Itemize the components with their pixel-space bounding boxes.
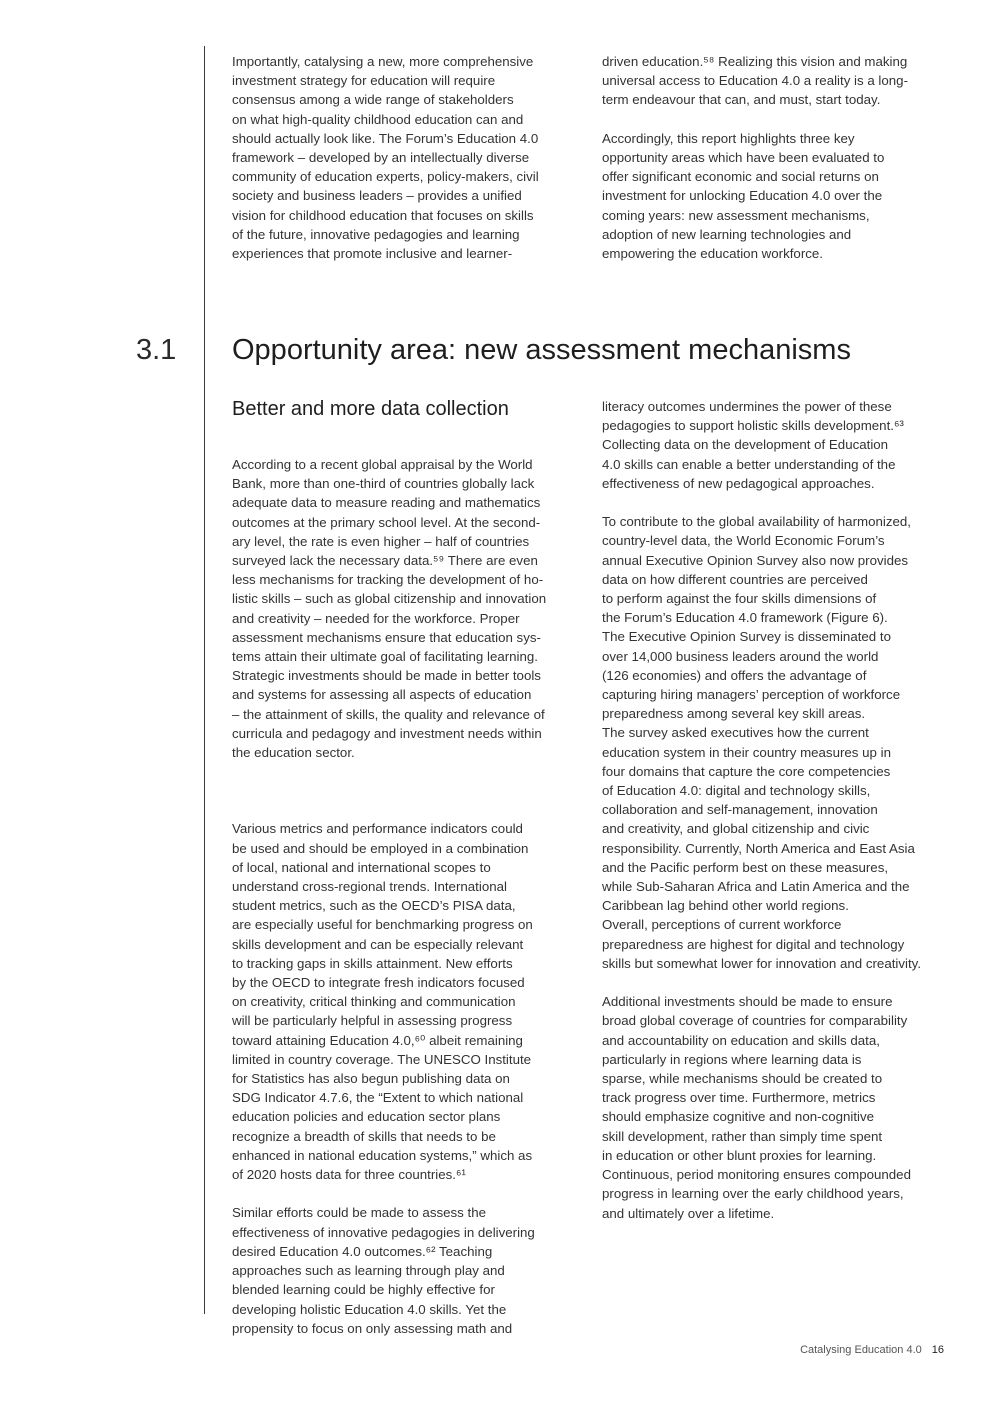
body-right-column xyxy=(602,397,952,1223)
right-paragraph-2: To contribute to the global availability of harmonized, country-level data, the World Economic Forum’s annual Executive Opinion Survey also now provides data on how different countries are perceived to perform against the four skills dimensions of the Forum’s Education 4.0 framework (Figure 6). The Executive Opinion Survey is disseminated to over 14,000 business leaders around the world (126 economies) and offers the advantage of capturing hiring managers’ perception of workforce preparedness among several key skill areas. The survey asked executives how the current education system in their country measures up in four domains that capture the core competencies of Education 4.0: digital and technology skills, collaboration and self-management, innovation and creativity, and global citizenship and civic responsibility. Currently, North America and East Asia and the Pacific perform best on these measures, while Sub-Saharan Africa and Latin America and the Caribbean lag behind other world regions. Overall, perceptions of current workforce preparedness are highest for digital and technology skills but somewhat lower for innovation and creativity. xyxy=(602,514,922,971)
intro-paragraph-left: Importantly, catalysing a new, more comprehensive investment strategy for education will require consensus among a wide range of stakeholders on what high-quality childhood education can and should actually look like. The Forum’s Education 4.0 framework – developed by an intellectually diverse community of education experts, policy-makers, civil society and business leaders – provides a unified vision for childhood education that focuses on skills of the future, innovative pedagogies and learning experiences that promote inclusive and learner- xyxy=(232,54,539,262)
intro-paragraph-right-1: driven education.⁵⁸ Realizing this vision and making universal access to Education 4.0 a reality is a long- term endeavour that can, and must, start today. xyxy=(602,54,908,108)
left-paragraph-3: Similar efforts could be made to assess the effectiveness of innovative pedagogies in delivering desired Education 4.0 outcomes.⁶² Teaching approaches such as learning through play and blended learning could be highly effective for developing holistic Education 4.0 skills. Yet the propensity to focus on only assessing math and xyxy=(232,1205,535,1336)
right-paragraph-3: Additional investments should be made to ensure broad global coverage of countries for comparability and accountability on education and skills data, particularly in regions where learning data is sparse, while mechanisms should be created to track progress over time. Furthermore, metrics should emphasize cognitive and non-cognitive skill development, rather than simply time spent in education or other blunt proxies for learning. Continuous, period monitoring ensures compounded progress in learning over the early childhood years, and ultimately over a lifetime. xyxy=(602,994,911,1221)
page-number: 16 xyxy=(931,1344,944,1356)
footer-publication-title: Catalysing Education 4.0 xyxy=(800,1344,922,1356)
section-number: 3.1 xyxy=(136,334,177,366)
left-paragraph-2: Various metrics and performance indicators could be used and should be employed in a combination of local, national and international scopes to understand cross-regional trends. International student metrics, such as the OECD’s PISA data, are especially useful for benchmarking progress on skills development and can be especially relevant to tracking gaps in skills attainment. New efforts by the OECD to integrate fresh indicators focused on creativity, critical thinking and communication will be particularly helpful in assessing progress toward attaining Education 4.0,⁶⁰ albeit remaining limited in country coverage. The UNESCO Institute for Statistics has also begun publishing data on SDG Indicator 4.7.6, the “Extent to which national education policies and education sector plans recognize a breadth of skills that needs to be enhanced in national education systems,” which as of 2020 hosts data for three countries.⁶¹ xyxy=(232,821,533,1183)
page-footer xyxy=(800,1344,944,1356)
left-paragraph-1: According to a recent global appraisal by the World Bank, more than one-third of countries globally lack adequate data to measure reading and mathematics outcomes at the primary school level. At the second- ary level, the rate is even higher – half of countries surveyed lack the necessary data.⁵⁹ There are even less mechanisms for tracking the development of ho- listic skills – such as global citizenship and innovation and creativity – needed for the workforce. Proper assessment mechanisms ensure that education sys- tems attain their ultimate goal of facilitating learning. Strategic investments should be made in better tools and systems for assessing all aspects of education – the attainment of skills, the quality and relevance of curricula and pedagogy and investment needs within the education sector. xyxy=(232,457,547,761)
intro-paragraph-right-2: Accordingly, this report highlights three key opportunity areas which have been evaluated to offer significant economic and social returns on investment for unlocking Education 4.0 over the coming years: new assessment mechanisms, adoption of new learning technologies and empowering the education workforce. xyxy=(602,130,885,262)
right-paragraph-1: literacy outcomes undermines the power of these pedagogies to support holistic skills development.⁶³ Collecting data on the development of Education 4.0 skills can enable a better understanding of the effectiveness of new pedagogical approaches. xyxy=(602,399,904,491)
subheading: Better and more data collection xyxy=(232,398,509,420)
top-left-column xyxy=(232,52,580,263)
body-left-column xyxy=(232,397,580,1338)
top-right-column xyxy=(602,52,952,263)
vertical-rule xyxy=(204,46,205,1314)
section-title: Opportunity area: new assessment mechanisms xyxy=(232,334,851,366)
